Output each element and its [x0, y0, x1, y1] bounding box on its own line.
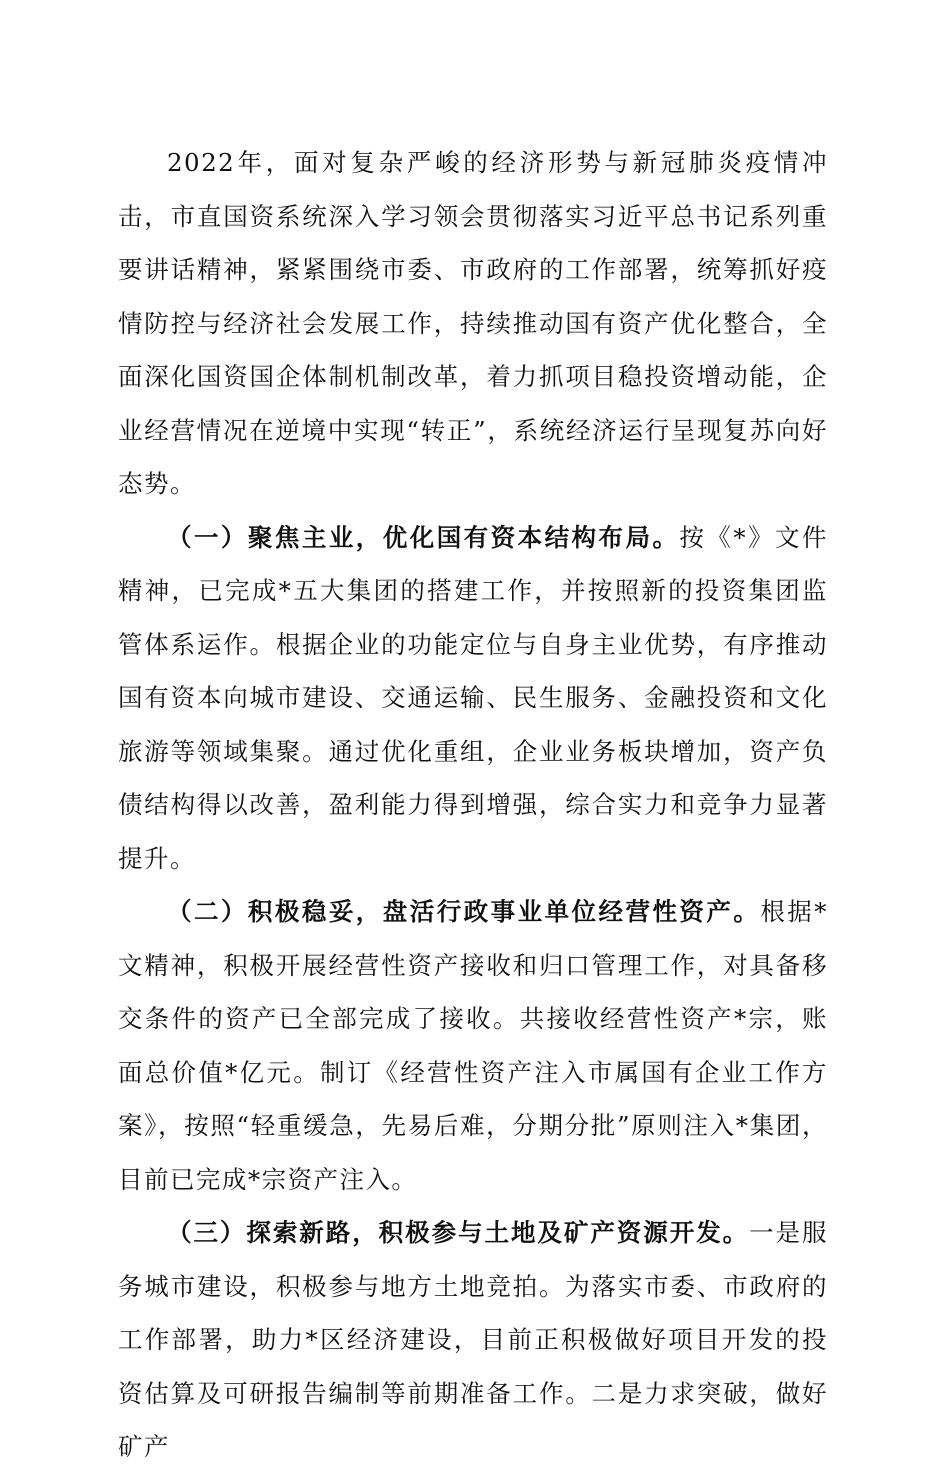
section-2-heading: （二）积极稳妥，盘活行政事业单位经营性资产。: [167, 897, 761, 926]
section-3-text: 一是服务城市建设，积极参与地方土地竞拍。为落实市委、市政府的工作部署，助力*区经济建设，目前正积极做好项目开发的投资估算及可研报告编制等前期准备工作。二是力求突破，做好矿产: [118, 1218, 828, 1461]
document-body: [118, 136, 828, 1474]
section-1-heading: （一）聚焦主业，优化国有资本结构布局。: [167, 522, 680, 552]
section-1-text: 按《*》文件精神，已完成*五大集团的搭建工作，并按照新的投资集团监管体系运作。根据企业的功能定位与自身主业优势，有序推动国有资本向城市建设、交通运输、民生服务、金融投资和文化旅游等领域集聚。通过优化重组，企业业务板块增加，资产负债结构得以改善，盈利能力得到增强，综合实力和竞争力显著提升。: [118, 522, 828, 873]
section-2-text: 根据*文精神，积极开展经营性资产接收和归口管理工作，对具备移交条件的资产已全部完成了接收。共接收经营性资产*宗，账面总价值*亿元。制订《经营性资产注入市属国有企业工作方案》，按照“轻重缓急，先易后难，分期分批”原则注入*集团，目前已完成*宗资产注入。: [118, 897, 828, 1194]
paragraph-intro: [118, 136, 828, 511]
paragraph-section-3: [118, 1206, 828, 1474]
paragraph-intro-text: 2022年，面对复杂严峻的经济形势与新冠肺炎疫情冲击，市直国资系统深入学习领会贯彻落实习近平总书记系列重要讲话精神，紧紧围绕市委、市政府的工作部署，统筹抓好疫情防控与经济社会发展工作，持续推动国有资产优化整合，全面深化国资国企体制机制改革，着力抓项目稳投资增动能，企业经营情况在逆境中实现“转正”，系统经济运行呈现复苏向好态势。: [118, 148, 828, 498]
section-3-heading: （三）探索新路，积极参与土地及矿产资源开发。: [167, 1218, 750, 1247]
paragraph-section-1: [118, 511, 828, 886]
paragraph-section-2: [118, 885, 828, 1206]
